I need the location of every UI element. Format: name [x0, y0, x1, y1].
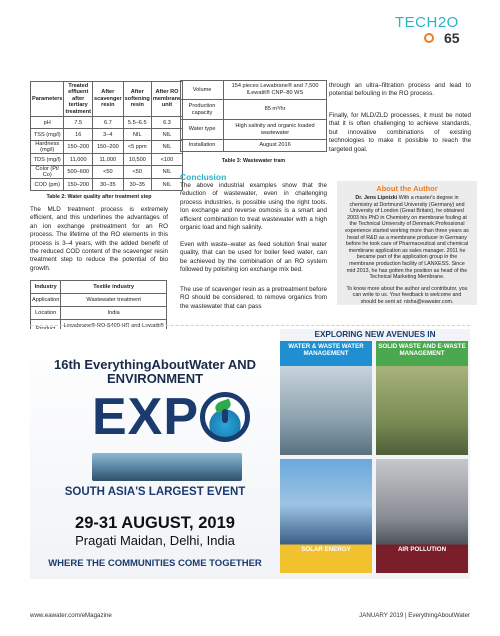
- divider: [30, 325, 470, 326]
- table-row: [31, 307, 167, 320]
- table-cell: pH: [31, 117, 64, 129]
- author-box: [337, 181, 477, 305]
- table-cell: 5.5–6.5: [123, 117, 151, 129]
- table-header-cell: Textile industry: [61, 281, 167, 294]
- table-header-row: [31, 82, 183, 117]
- table-cell: 500–600: [64, 166, 93, 179]
- expo-logo: [92, 389, 232, 447]
- ad-tile-label: SOLAR ENERGY: [301, 545, 351, 553]
- author-box-title: About the Author: [376, 184, 438, 193]
- table-cell: TSS (mg/l): [31, 129, 64, 141]
- table-caption: Table 2: Water quality after treatment step: [46, 194, 152, 200]
- author-contact: To know more about the author and contributor, you can write to us. Your feedback is welcome and should be sent at: nisha@eawater.com.: [346, 285, 468, 305]
- table-cell: Production capacity: [181, 100, 224, 120]
- table-cell: <100: [151, 154, 182, 166]
- table-cell: NIL: [151, 166, 182, 179]
- ad-left-panel: [30, 329, 280, 579]
- table-cell: TDS (mg/l): [31, 154, 64, 166]
- table-caption: Table 3: Wastewater tram: [221, 158, 286, 164]
- table-row: [31, 117, 183, 129]
- conclusion-heading: Conclusion: [180, 172, 227, 182]
- table-row: [181, 120, 327, 140]
- table-cell: Wastewater treatment: [61, 294, 167, 307]
- table-cell: NIL: [151, 141, 182, 154]
- table-cell: Application: [31, 294, 61, 307]
- table-header-cell: After RO membrane unit: [151, 82, 182, 117]
- ad-tile-solar: [280, 459, 372, 573]
- table-row: [31, 141, 183, 154]
- footer-issue: JANUARY 2019 | EverythingAboutWater: [359, 612, 470, 619]
- table-cell: COD (pm): [31, 179, 64, 191]
- section-title: TECH2O: [395, 14, 459, 31]
- person-icon: [222, 409, 228, 423]
- table-cell: 7.5: [64, 117, 93, 129]
- table-cell: Location: [31, 307, 61, 320]
- table-cell: <50: [92, 166, 123, 179]
- table-cell: 150–200: [64, 141, 93, 154]
- table-row: [181, 100, 327, 120]
- page-number: 65: [444, 30, 460, 46]
- expo-advertisement[interactable]: [30, 329, 470, 579]
- water-quality-table: [30, 81, 183, 191]
- table-cell: 150–200: [92, 141, 123, 154]
- author-bio: [345, 195, 469, 281]
- body-paragraph: Finally, for MLD/ZLD processes, it must be noted that it is often challenging to achieve standards, but innovative combinations of existing technologies to make it possible to reach the targeted goal.: [329, 112, 471, 153]
- table-cell: August 2016: [224, 140, 327, 152]
- table-cell: Color (Pt/ Co): [31, 166, 64, 179]
- wastewater-table: [180, 80, 327, 152]
- table-header-row: [31, 281, 167, 294]
- body-paragraph: through an ultra–filtration process and lead to potential befouling in the RO process.: [329, 82, 471, 98]
- ad-tile-label: WATER & WASTE WATER MANAGEMENT: [288, 343, 364, 358]
- ad-edition-title: 16th EverythingAboutWater AND ENVIRONMENT: [54, 357, 256, 386]
- ad-venue: Pragati Maidan, Delhi, India: [75, 533, 235, 548]
- table-header-cell: After scavenger resin: [92, 82, 123, 117]
- table-cell: Water type: [181, 120, 224, 140]
- ad-tile-label: SOLID WASTE AND E-WASTE MANAGEMENT: [378, 343, 466, 358]
- table-cell: NIL: [151, 179, 182, 191]
- table-cell: 10,500: [123, 154, 151, 166]
- footer-url[interactable]: www.eawater.com/eMagazine: [30, 612, 112, 619]
- table-row: [31, 129, 183, 141]
- table-row: [31, 166, 183, 179]
- water-treatment-photo: [92, 453, 242, 481]
- table-cell: 16: [64, 129, 93, 141]
- table-cell: <5 ppm: [123, 141, 151, 154]
- author-bio-text: With a master's degree in chemistry at Dortmund University (Germany) and University of London (Great Britain), he obtained 2003 his PhD in Chemistry on membrane fouling at the Technical University of Denmark.Professional experience started working more than three years as head of R&D as a membrane producer in Germany before he took care of Pharmaceutical and chemical membrane application as sales manager. 2011 he became part of the application group in the membrane production facility of LANXESS. Since mid 2013, he has gotten the position as head of the Technical Marketing Membrane.: [345, 195, 469, 281]
- table-cell: High salinity and organic loaded wastewater: [224, 120, 327, 140]
- expo-logo-text: EXP: [92, 388, 200, 446]
- table-cell: 6.3: [151, 117, 182, 129]
- table-cell: 154 pieces Lewabrane® and 7,500 lLewatit® CNP–80 WS: [224, 81, 327, 100]
- table-cell: <50: [123, 166, 151, 179]
- table-cell: NIL: [151, 129, 182, 141]
- body-paragraph: The use of scavenger resin as a pretreatment before RO should be considered, to remove organics from the wastewater that can pass: [180, 286, 327, 310]
- table-cell: Volume: [181, 81, 224, 100]
- table-cell: 11,000: [64, 154, 93, 166]
- table-cell: Hardness (mg/l): [31, 141, 64, 154]
- table-cell: 85 m³/hr: [224, 100, 327, 120]
- globe-icon: [200, 392, 250, 442]
- table-cell: Lewabrane® RO S400 HR and Lewatit®: [61, 320, 167, 339]
- table-cell: NIL: [123, 129, 151, 141]
- ad-tile-label: AIR POLLUTION: [397, 545, 447, 553]
- body-paragraph: Even with waste–water as feed solution final water quality, that can be used for boiler feed water, can be achieved by the combination of an RO system followed by polishing ion exchange mix bed.: [180, 241, 327, 274]
- ad-tagline: SOUTH ASIA'S LARGEST EVENT: [64, 486, 246, 498]
- ad-tile-water: [280, 341, 372, 455]
- table-cell: 30–35: [123, 179, 151, 191]
- table-row: [31, 294, 167, 307]
- body-paragraph: The MLD treatment process is extremely efficient, and this underlines the advantages of an ion exchange pretreatment for an RO process. The lifetime of the RO elements in this process is 3–4 years, with the added benefit of the reduced COD content of the scavenger resin treatment step to reduce the potential of bio growth.: [30, 206, 168, 272]
- ad-tile-solid-waste: [376, 341, 468, 455]
- table-cell: India: [61, 307, 167, 320]
- table-cell: 30–35: [92, 179, 123, 191]
- ad-explore-heading: EXPLORING NEW AVENUES IN: [314, 330, 436, 339]
- table-cell: 150–200: [64, 179, 93, 191]
- author-name: Dr. Jens Lipnizki: [355, 195, 398, 201]
- table-row: [181, 140, 327, 152]
- table-row: [181, 81, 327, 100]
- table-header-cell: After softening resin: [123, 82, 151, 117]
- table-cell: 3–4: [92, 129, 123, 141]
- ad-slogan: WHERE THE COMMUNITIES COME TOGETHER: [48, 558, 262, 569]
- table-header-cell: Parameters: [31, 82, 64, 117]
- ad-right-panel: [280, 329, 470, 579]
- table-row: [31, 179, 183, 191]
- table-header-cell: Treated effluent after tertiary treatment: [65, 82, 91, 115]
- table-header-cell: Industry: [31, 281, 61, 294]
- section-logo-icon: [424, 33, 434, 43]
- table-cell: 6.7: [92, 117, 123, 129]
- table-row: [31, 154, 183, 166]
- table-cell: 11,000: [92, 154, 123, 166]
- ad-dates: 29-31 AUGUST, 2019: [75, 514, 235, 532]
- ad-tile-air: [376, 459, 468, 573]
- body-paragraph: The above industrial examples show that the reduction of wastewater, even in challenging process industries, is possible using the right tools. Ion exchange and reverse osmosis is a smart and efficient combination to treat wastewater with a high organic load and high salinity.: [180, 182, 327, 232]
- table-cell: Installation: [181, 140, 224, 152]
